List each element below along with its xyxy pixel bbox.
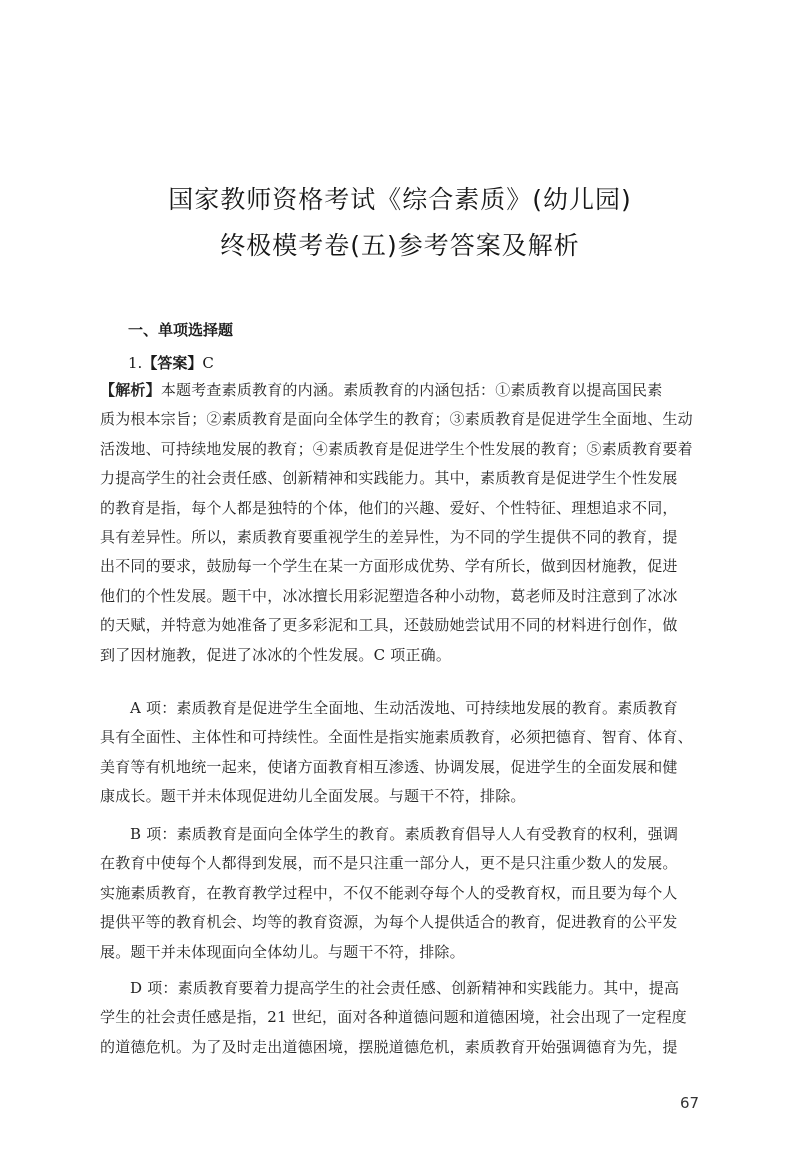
answer-tag: 【答案】 <box>142 354 203 372</box>
option-d-line: 学生的社会责任感是指，21 世纪，面对各种道德问题和道德困境，社会出现了一定程度 <box>100 1008 687 1027</box>
option-d-line: D 项：素质教育要着力提高学生的社会责任感、创新精神和实践能力。其中，提高 <box>130 979 680 997</box>
option-b-line: 展。题干并未体现面向全体幼儿。与题干不符，排除。 <box>100 942 465 961</box>
page-number: 67 <box>680 1094 700 1112</box>
option-b-line: B 项：素质教育是面向全体学生的教育。素质教育倡导人人有受教育的权利，强调 <box>130 825 679 843</box>
analysis-line: 【解析】本题考查素质教育的内涵。素质教育的内涵包括：①素质教育以提高国民素 <box>100 381 663 399</box>
analysis-line: 的天赋，并特意为她准备了更多彩泥和工具，还鼓励她尝试用不同的材料进行创作，做 <box>100 616 678 635</box>
analysis-paragraph <box>100 376 710 670</box>
option-a-line: 具有全面性、主体性和可持续性。全面性是指实施素质教育，必须把德育、智育、体育、 <box>100 728 693 747</box>
analysis-line: 力提高学生的社会责任感、创新精神和实践能力。其中，素质教育是促进学生个性发展 <box>100 469 678 488</box>
question-number: 1. <box>128 354 143 372</box>
option-d-paragraph <box>100 974 710 1062</box>
section-heading: 一、单项选择题 <box>128 321 234 339</box>
answer-value: C <box>202 354 214 372</box>
option-a-line: A 项：素质教育是促进学生全面地、生动活泼地、可持续地发展的教育。素质教育 <box>130 699 679 717</box>
analysis-line: 出不同的要求，鼓励每一个学生在某一方面形成优势、学有所长，做到因材施教，促进 <box>100 557 678 576</box>
analysis-line: 具有差异性。所以，素质教育要重视学生的差异性，为不同的学生提供不同的教育，提 <box>100 527 678 546</box>
analysis-line: 活泼地、可持续地发展的教育；④素质教育是促进学生个性发展的教育；⑤素质教育要着 <box>100 439 693 458</box>
analysis-line: 到了因材施教，促进了冰冰的个性发展。C 项正确。 <box>100 645 452 664</box>
analysis-line: 他们的个性发展。题干中，冰冰擅长用彩泥塑造各种小动物，葛老师及时注意到了冰冰 <box>100 586 678 605</box>
option-b-line: 在教育中使每个人都得到发展，而不是只注重一部分人，更不是只注重少数人的发展。 <box>100 854 678 873</box>
analysis-line: 质为根本宗旨；②素质教育是面向全体学生的教育；③素质教育是促进学生全面地、生动 <box>100 410 693 429</box>
option-d-line: 的道德危机。为了及时走出道德困境，摆脱道德危机，素质教育开始强调德育为先，提 <box>100 1037 678 1056</box>
answer-line <box>128 352 214 373</box>
analysis-line: 的教育是指，每个人都是独特的个体，他们的兴趣、爱好、个性特征、理想追求不同， <box>100 498 678 517</box>
option-a-line: 康成长。题干并未体现促进幼儿全面发展。与题干不符，排除。 <box>100 787 526 806</box>
page-title-line-2: 终极模考卷(五)参考答案及解析 <box>220 231 580 260</box>
option-b-line: 实施素质教育，在教育教学过程中，不仅不能剥夺每个人的受教育权，而且要为每个人 <box>100 883 678 902</box>
page-title-line-1: 国家教师资格考试《综合素质》(幼儿园) <box>168 185 632 214</box>
option-a-paragraph <box>100 694 710 812</box>
option-b-paragraph <box>100 820 710 967</box>
analysis-tag: 【解析】 <box>100 381 161 399</box>
option-b-line: 提供平等的教育机会、均等的教育资源，为每个人提供适合的教育，促进教育的公平发 <box>100 913 678 932</box>
option-a-line: 美育等有机地统一起来，使诸方面教育相互渗透、协调发展，促进学生的全面发展和健 <box>100 757 678 776</box>
